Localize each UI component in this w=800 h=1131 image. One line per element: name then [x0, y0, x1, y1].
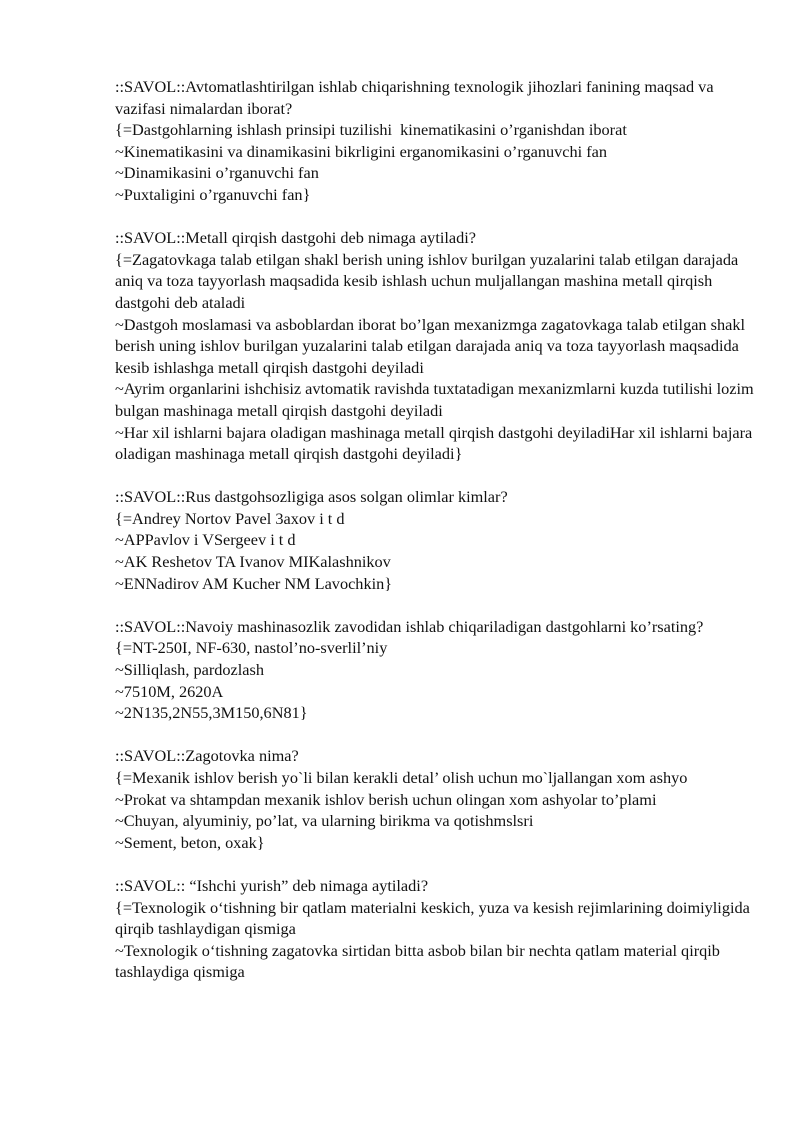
wrong-answer: ~APPavlov i VSergeev i t d [115, 530, 296, 550]
wrong-answer: ~Chuyan, alyuminiy, po’lat, va ularning birikma va qotishmslsri [115, 811, 534, 831]
wrong-answer: ~Kinematikasini va dinamikasini bikrligini erganomikasini o’rganuvchi fan [115, 141, 608, 161]
question-text: ::SAVOL::Navoiy mashinasozlik zavodidan ishlab chiqariladigan dastgohlarni ko’rsating? [115, 616, 704, 636]
question-block-5 [115, 745, 755, 853]
wrong-answer: ~Sement, beton, oxak} [115, 832, 265, 852]
wrong-answer: ~7510M, 2620A [115, 681, 224, 701]
question-text: ::SAVOL::Zagotovka nima? [115, 746, 299, 766]
correct-answer: {=Zagatovkaga talab etilgan shakl berish uning ishlov burilgan yuzalarini talab etilgan darajada aniq va toza tayyorlash maqsadida kesib ishlash uchun muljallangan mashina metall qirqish dastgohi deb ataladi [115, 249, 743, 312]
question-text: ::SAVOL::Metall qirqish dastgohi deb nimaga aytiladi? [115, 228, 477, 248]
correct-answer: {=Andrey Nortov Pavel 3axov i t d [115, 508, 345, 528]
wrong-answer: ~Prokat va shtampdan mexanik ishlov berish uchun olingan xom ashyolar to’plami [115, 789, 657, 809]
correct-answer: {=Dastgohlarning ishlash prinsipi tuzilishi kinematikasini o’rganishdan iborat [115, 120, 627, 140]
wrong-answer: ~Puxtaligini o’rganuvchi fan} [115, 184, 311, 204]
question-text: ::SAVOL:: “Ishchi yurish” deb nimaga aytiladi? [115, 875, 429, 895]
correct-answer: {=NT-250I, NF-630, nastol’no-sverlil’niy [115, 638, 388, 658]
correct-answer: {=Texnologik o‘tishning bir qatlam materialni keskich, yuza va kesish rejimlarining doimiyligida qirqib tashlaydigan qismiga [115, 897, 754, 939]
question-block-1 [115, 76, 755, 206]
wrong-answer: ~ENNadirov AM Kucher NM Lavochkin} [115, 573, 393, 593]
wrong-answer: ~Silliqlash, pardozlash [115, 660, 264, 680]
question-text: ::SAVOL::Rus dastgohsozligiga asos solgan olimlar kimlar? [115, 487, 508, 507]
question-block-2 [115, 227, 758, 465]
question-block-4 [115, 616, 755, 724]
correct-answer: {=Mexanik ishlov berish yo`li bilan kerakli detal’ olish uchun mo`ljallangan xom ashyo [115, 768, 688, 787]
question-block-3 [115, 486, 755, 594]
wrong-answer: ~AK Reshetov TA Ivanov MIKalashnikov [115, 552, 391, 572]
wrong-answer: ~Texnologik o‘tishning zagatovka sirtidan bitta asbob bilan bir nechta qatlam material qirqib tashlaydiga qismiga [115, 940, 725, 982]
wrong-answer: ~Ayrim organlarini ishchisiz avtomatik ravishda tuxtatadigan mexanizmlarni kuzda tutilishi lozim bulgan mashinaga metall qirqish dastgohi deyiladi [115, 379, 758, 420]
wrong-answer: ~Har xil ishlarni bajara oladigan mashinaga metall qirqish dastgohi deyiladiHar xil ishlarni bajara oladigan mashinaga metall qirqish dastgohi deyiladi} [115, 422, 757, 464]
wrong-answer: ~Dinamikasini o’rganuvchi fan [115, 163, 319, 183]
document-page [115, 76, 758, 1005]
question-text: ::SAVOL::Avtomatlashtirilgan ishlab chiqarishning texnologik jihozlari fanining maqsad va vazifasi nimalardan iborat? [115, 77, 718, 118]
wrong-answer: ~2N135,2N55,3M150,6N81} [115, 703, 308, 723]
wrong-answer: ~Dastgoh moslamasi va asboblardan iborat bo’lgan mexanizmga zagatovkaga talab etilgan shakl berish uning ishlov burilgan yuzalarini talab etilgan darajada aniq va toza tayyorlash maqsadida kesib ishlashga metall qirqish dastgohi deyiladi [115, 314, 750, 377]
question-block-6 [115, 875, 755, 983]
